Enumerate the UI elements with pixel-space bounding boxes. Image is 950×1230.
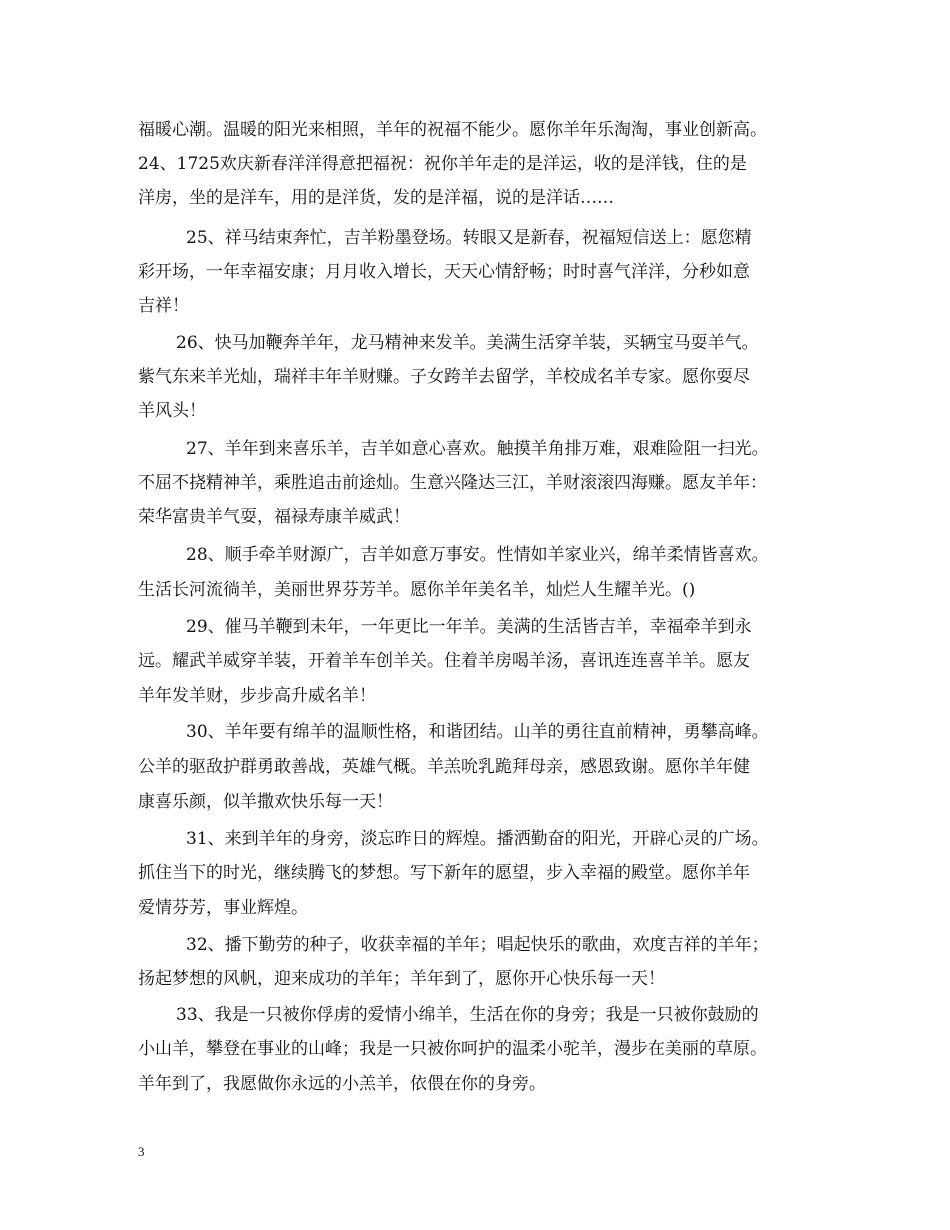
text-line: 紫气东来羊光灿，瑞祥丰年羊财赚。子女跨羊去留学，羊校成名羊专家。愿你耍尽	[138, 367, 750, 387]
paragraph-32-line: 32、播下勤劳的种子，收获幸福的羊年；唱起快乐的歌曲，欢度吉祥的羊年；	[186, 935, 769, 955]
page-number: 3	[138, 1144, 145, 1159]
text-line: 公羊的驱敌护群勇敢善战，英雄气概。羊羔吮乳跪拜母亲，感恩致谢。愿你羊年健	[138, 757, 750, 777]
text-line: 扬起梦想的风帆，迎来成功的羊年；羊年到了，愿你开心快乐每一天！	[138, 969, 665, 989]
text-line: 抓住当下的时光，继续腾飞的梦想。写下新年的愿望，步入幸福的殿堂。愿你羊年	[138, 863, 750, 883]
text-line: 康喜乐颜，似羊撒欢快乐每一天！	[138, 792, 393, 812]
text-line: 彩开场，一年幸福安康；月月收入增长，天天心情舒畅；时时喜气洋洋，分秒如意	[138, 262, 750, 282]
paragraph-31-line: 31、来到羊年的身旁，淡忘昨日的辉煌。播洒勤奋的阳光，开辟心灵的广场。	[186, 829, 769, 849]
text-line: 远。耀武羊威穿羊装，开着羊车创羊关。住着羊房喝羊汤，喜讯连连喜羊羊。愿友	[138, 651, 750, 671]
text-line: 荣华富贵羊气耍，福禄寿康羊威武！	[138, 507, 410, 527]
text-line: 24、1725欢庆新春洋洋得意把福祝：祝你羊年走的是洋运，收的是洋钱，住的是	[138, 154, 747, 174]
paragraph-29-line: 29、催马羊鞭到未年，一年更比一年羊。美满的生活皆吉羊，幸福牵羊到永	[186, 617, 752, 637]
text-line: 吉祥！	[138, 296, 189, 316]
text-line: 福暖心潮。温暖的阳光来相照，羊年的祝福不能少。愿你羊年乐淘淘，事业创新高。	[138, 120, 767, 140]
text-line: 羊年发羊财，步步高升威名羊！	[138, 686, 376, 706]
text-line: 不屈不挠精神羊，乘胜追击前途灿。生意兴隆达三江，羊财滚滚四海赚。愿友羊年：	[138, 473, 767, 493]
text-line: 羊风头！	[138, 401, 206, 421]
paragraph-26-line: 26、快马加鞭奔羊年，龙马精神来发羊。美满生活穿羊装，买辆宝马耍羊气。	[176, 333, 759, 353]
text-line: 羊年到了，我愿做你永远的小羔羊，依偎在你的身旁。	[138, 1074, 546, 1094]
paragraph-25-line: 25、祥马结束奔忙，吉羊粉墨登场。转眼又是新春，祝福短信送上：愿您精	[186, 228, 752, 248]
text-line: 洋房，坐的是洋车，用的是洋货，发的是洋福，说的是洋话……	[138, 188, 614, 208]
text-line: 爱情芬芳，事业辉煌。	[138, 898, 308, 918]
paragraph-30-line: 30、羊年要有绵羊的温顺性格，和谐团结。山羊的勇往直前精神，勇攀高峰。	[186, 722, 769, 742]
paragraph-27-line: 27、羊年到来喜乐羊，吉羊如意心喜欢。触摸羊角排万难，艰难险阻一扫光。	[186, 439, 769, 459]
text-line: 小山羊，攀登在事业的山峰；我是一只被你呵护的温柔小驼羊，漫步在美丽的草原。	[138, 1039, 767, 1059]
paragraph-28-line: 28、顺手牵羊财源广，吉羊如意万事安。性情如羊家业兴，绵羊柔情皆喜欢。	[186, 545, 769, 565]
paragraph-33-line: 33、我是一只被你俘虏的爱情小绵羊，生活在你的身旁；我是一只被你鼓励的	[176, 1005, 759, 1025]
text-line: 生活长河流徜羊，美丽世界芬芳羊。愿你羊年美名羊，灿烂人生耀羊光。()	[138, 580, 696, 600]
